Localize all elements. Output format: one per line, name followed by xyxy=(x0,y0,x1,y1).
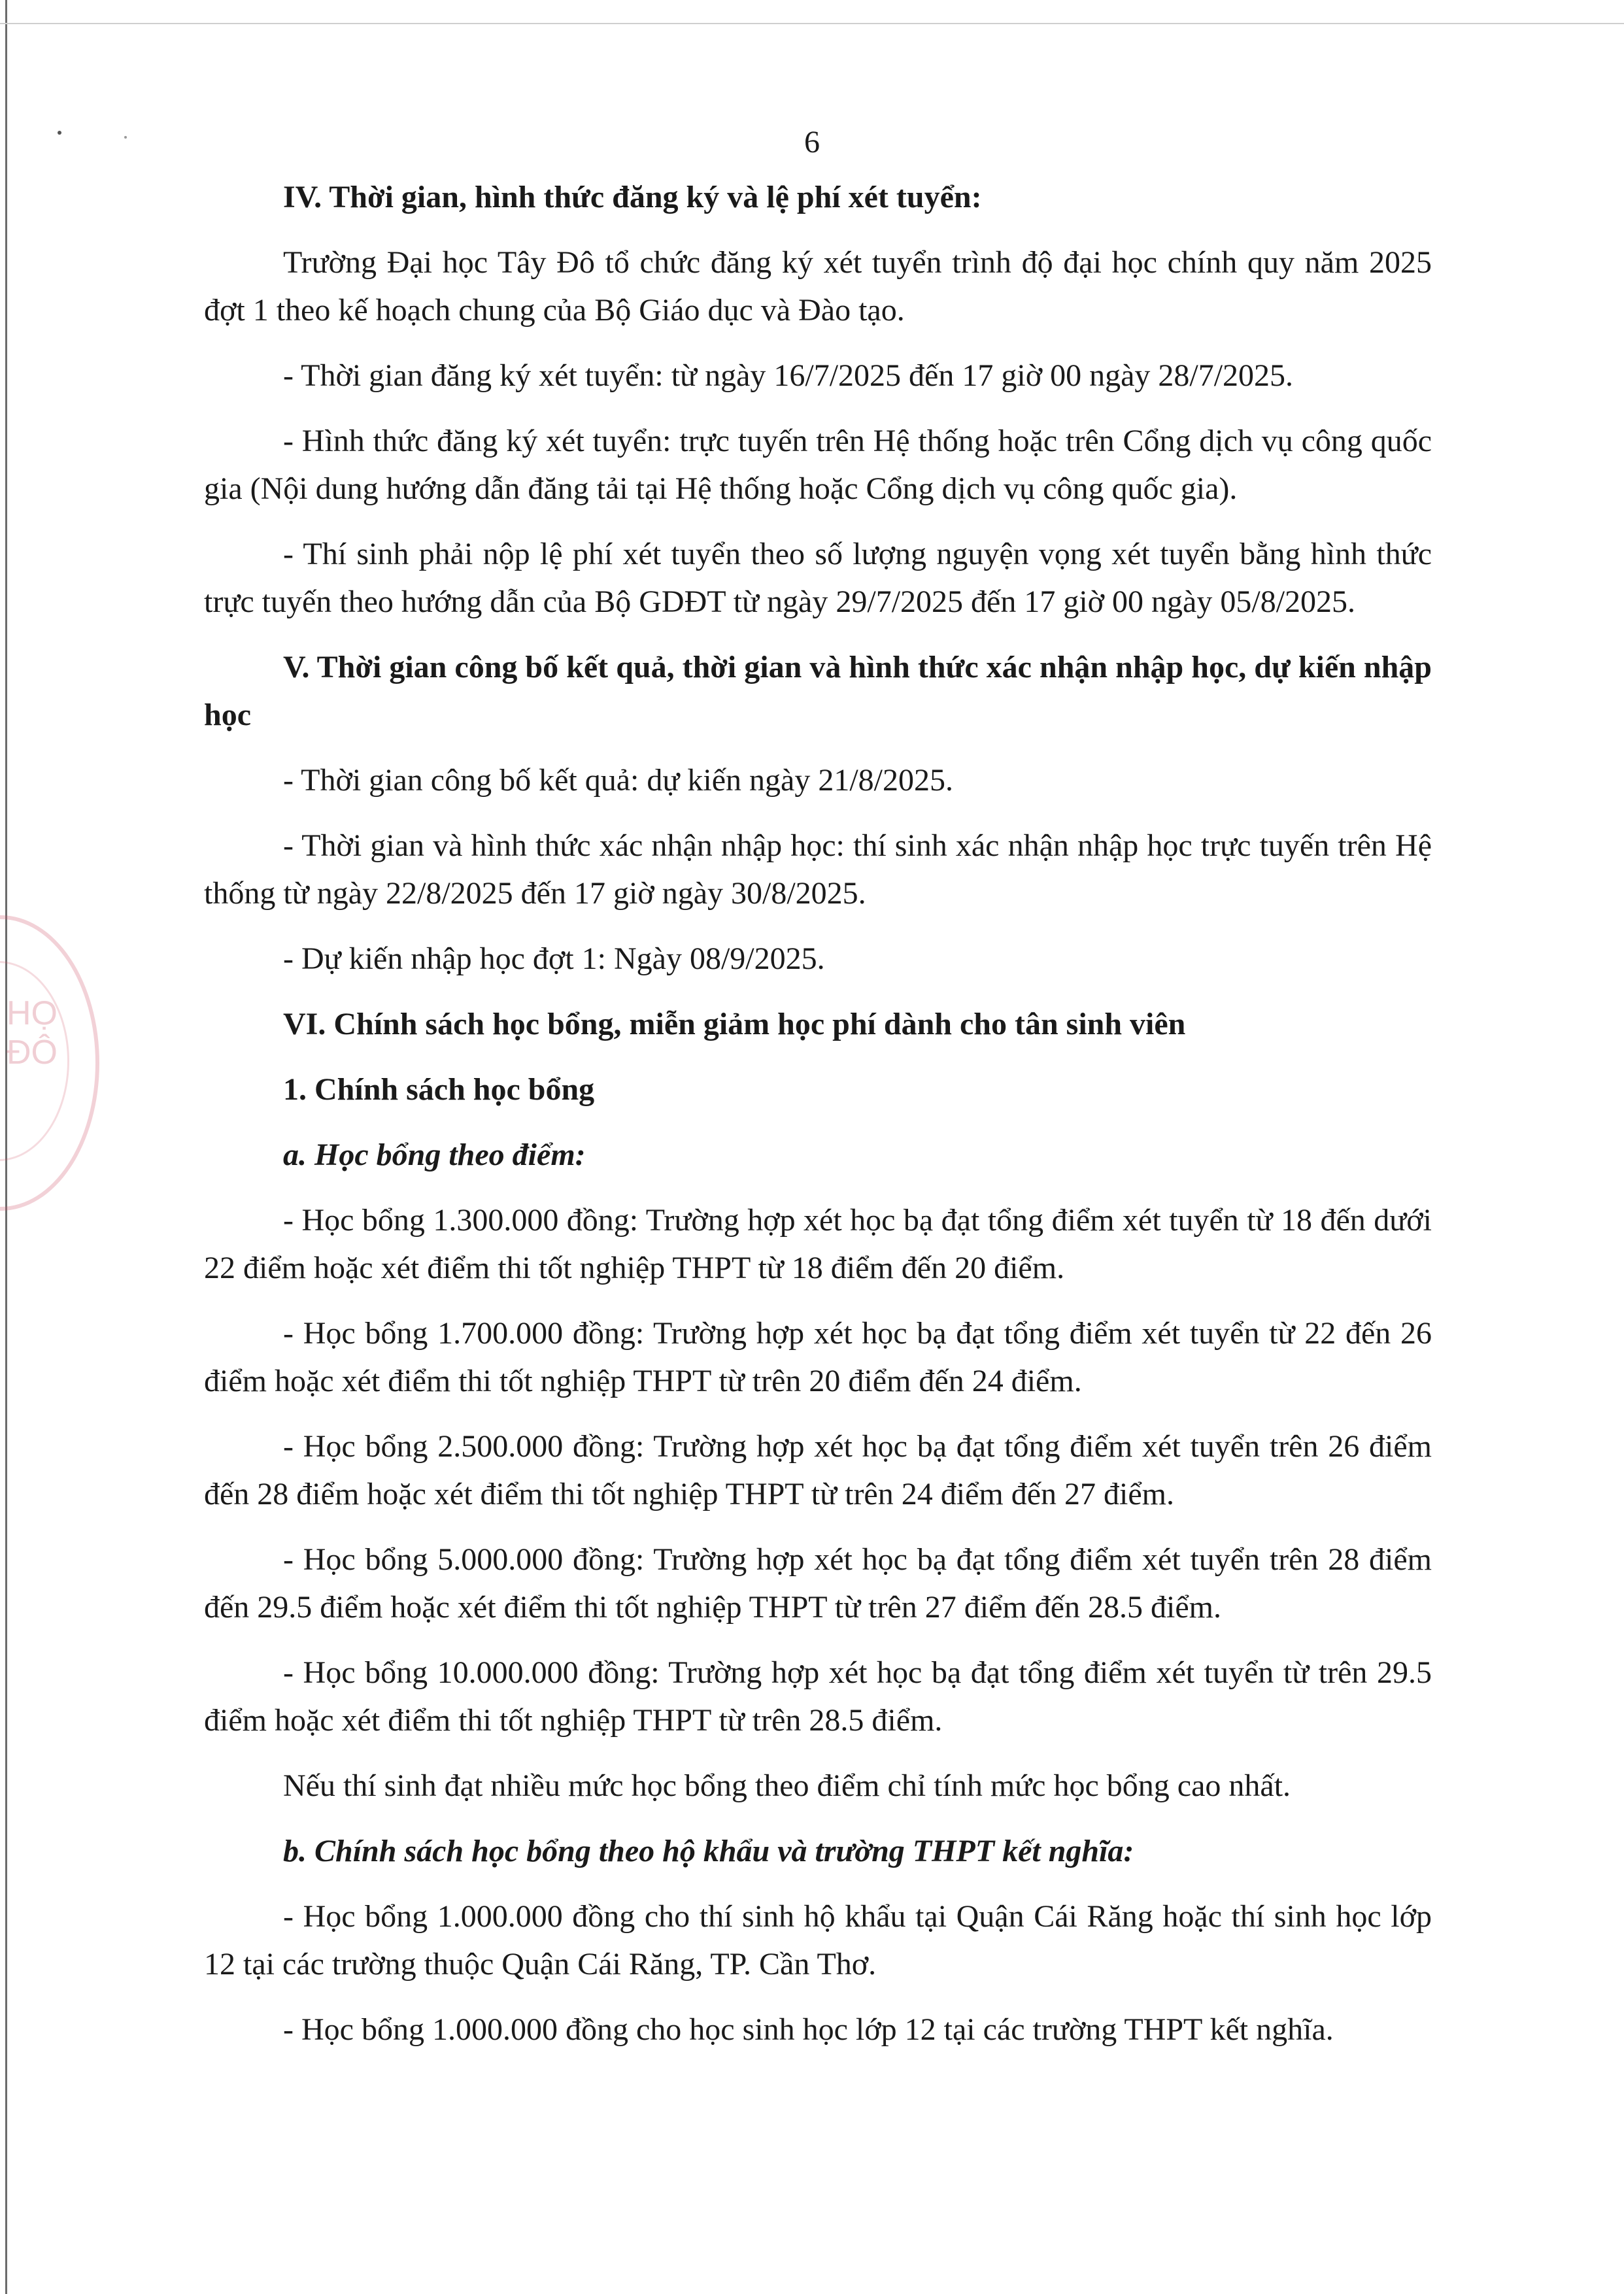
section-v-item: - Thời gian và hình thức xác nhận nhập học: thí sinh xác nhận nhập học trực tuyến trên Hệ thống từ ngày 22/8/2025 đến 17 giờ ngày 30/8/2025. xyxy=(204,828,1432,911)
section-v-item: - Thời gian công bố kết quả: dự kiến ngày 21/8/2025. xyxy=(283,763,954,798)
scan-top-edge xyxy=(0,23,1624,24)
stamp-text xyxy=(7,994,58,1072)
residence-scholarship-item: - Học bổng 1.000.000 đồng cho thí sinh hộ khẩu tại Quận Cái Răng hoặc thí sinh học lớp 12 tại các trường thuộc Quận Cái Răng, TP. Cần Thơ. xyxy=(204,1899,1432,1982)
subsection-heading: 1. Chính sách học bổng xyxy=(283,1072,595,1107)
stamp-text-line: HỌ xyxy=(7,994,58,1032)
section-iv-item: - Hình thức đăng ký xét tuyển: trực tuyến trên Hệ thống hoặc trên Cổng dịch vụ công quốc gia (Nội dung hướng dẫn đăng tải tại Hệ thống hoặc Cổng dịch vụ công quốc gia). xyxy=(204,424,1432,506)
scholarship-item: - Học bổng 2.500.000 đồng: Trường hợp xét học bạ đạt tổng điểm xét tuyển trên 26 điểm đến 28 điểm hoặc xét điểm thi tốt nghiệp THPT từ trên 24 điểm đến 27 điểm. xyxy=(204,1429,1432,1511)
section-v-item: - Dự kiến nhập học đợt 1: Ngày 08/9/2025. xyxy=(283,941,825,976)
section-iv-heading: IV. Thời gian, hình thức đăng ký và lệ phí xét tuyển: xyxy=(283,180,982,214)
section-iv-item: - Thí sinh phải nộp lệ phí xét tuyển theo số lượng nguyện vọng xét tuyển bằng hình thức trực tuyến theo hướng dẫn của Bộ GDĐT từ ngày 29/7/2025 đến 17 giờ 00 ngày 05/8/2025. xyxy=(204,537,1432,619)
page-number: 6 xyxy=(804,125,820,160)
section-iv-item: - Thời gian đăng ký xét tuyển: từ ngày 16/7/2025 đến 17 giờ 00 ngày 28/7/2025. xyxy=(283,358,1294,393)
scholarship-item: - Học bổng 10.000.000 đồng: Trường hợp xét học bạ đạt tổng điểm xét tuyển từ trên 29.5 điểm hoặc xét điểm thi tốt nghiệp THPT từ trên 28.5 điểm. xyxy=(204,1655,1432,1738)
scholarship-note: Nếu thí sinh đạt nhiều mức học bổng theo điểm chỉ tính mức học bổng cao nhất. xyxy=(283,1768,1291,1803)
subsection-a-heading: a. Học bổng theo điểm: xyxy=(283,1138,586,1172)
document-body xyxy=(204,173,1432,2071)
scholarship-item: - Học bổng 5.000.000 đồng: Trường hợp xét học bạ đạt tổng điểm xét tuyển trên 28 điểm đến 29.5 điểm hoặc xét điểm thi tốt nghiệp THPT từ trên 27 điểm đến 28.5 điểm. xyxy=(204,1542,1432,1625)
residence-scholarship-item: - Học bổng 1.000.000 đồng cho học sinh học lớp 12 tại các trường THPT kết nghĩa. xyxy=(283,2012,1334,2047)
section-iv-paragraph: Trường Đại học Tây Đô tổ chức đăng ký xét tuyển trình độ đại học chính quy năm 2025 đợt 1 theo kế hoạch chung của Bộ Giáo dục và Đào tạo. xyxy=(204,245,1432,328)
scholarship-item: - Học bổng 1.700.000 đồng: Trường hợp xét học bạ đạt tổng điểm xét tuyển từ 22 đến 26 điểm hoặc xét điểm thi tốt nghiệp THPT từ trên 20 điểm đến 24 điểm. xyxy=(204,1316,1432,1398)
subsection-b-heading: b. Chính sách học bổng theo hộ khẩu và trường THPT kết nghĩa: xyxy=(283,1834,1134,1868)
section-vi-heading: VI. Chính sách học bổng, miễn giảm học phí dành cho tân sinh viên xyxy=(283,1007,1186,1041)
section-v-heading: V. Thời gian công bố kết quả, thời gian và hình thức xác nhận nhập học, dự kiến nhập học xyxy=(204,650,1432,732)
stamp-text-line: ĐÔ xyxy=(7,1034,58,1071)
scholarship-item: - Học bổng 1.300.000 đồng: Trường hợp xét học bạ đạt tổng điểm xét tuyển từ 18 đến dưới 22 điểm hoặc xét điểm thi tốt nghiệp THPT từ 18 điểm đến 20 điểm. xyxy=(204,1203,1432,1285)
